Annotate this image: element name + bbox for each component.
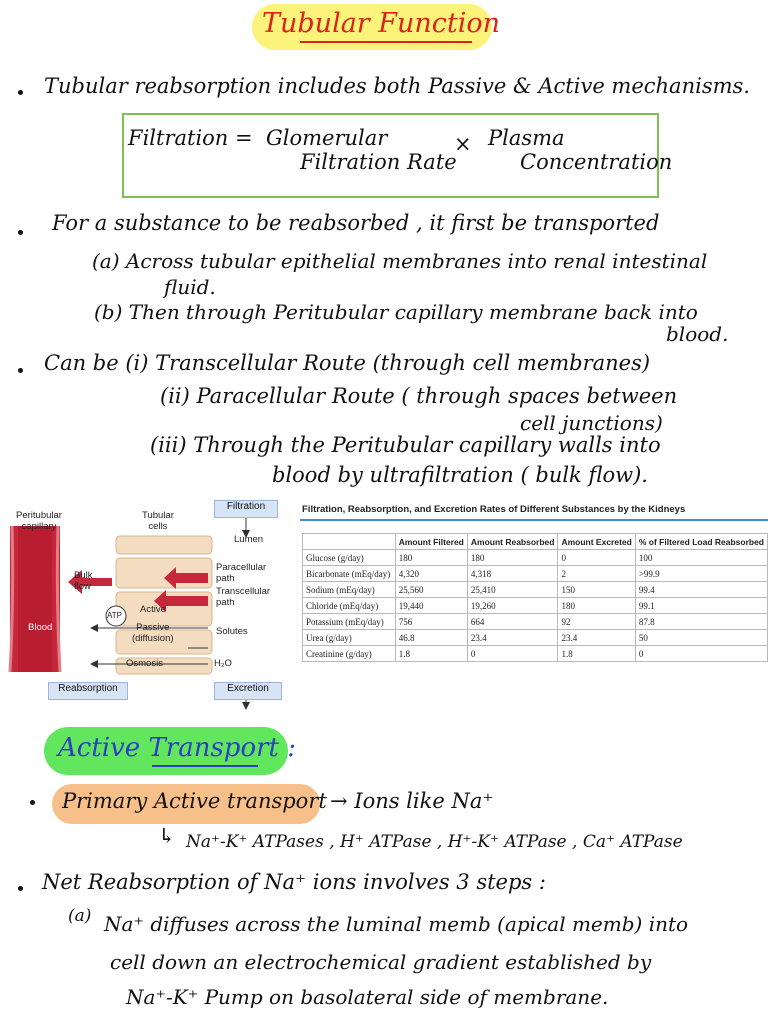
label-active: Active — [140, 604, 166, 615]
table-cell: 180 — [467, 550, 558, 566]
table-cell: 87.8 — [635, 614, 767, 630]
label-excretion: Excretion — [214, 682, 282, 700]
label-solutes: Solutes — [216, 626, 248, 637]
formula-pc-2: Concentration — [520, 150, 673, 174]
step-a-label: (a) — [68, 906, 92, 926]
label-tubular-cells: Tubular cells — [142, 510, 174, 532]
table-cell: 92 — [558, 614, 635, 630]
note-line-2a: (a) Across tubular epithelial membranes into renal intestinal — [92, 249, 708, 273]
note-line-3ii: (ii) Paracellular Route ( through spaces between — [160, 384, 678, 408]
table-cell: Urea (g/day) — [303, 630, 396, 646]
label-peritubular: Peritubular capillary — [16, 510, 62, 532]
table-cell: 0 — [467, 646, 558, 662]
table-cell: Creatinine (g/day) — [303, 646, 396, 662]
page-title: Tubular Function — [262, 8, 501, 39]
table-cell: 100 — [635, 550, 767, 566]
title-underline — [300, 41, 472, 43]
formula-pc-1: Plasma — [488, 126, 565, 150]
table-cell: 4,320 — [395, 566, 467, 582]
table-cell: 756 — [395, 614, 467, 630]
label-h2o: H₂O — [214, 658, 232, 669]
reabsorption-diagram — [8, 498, 288, 710]
table-cell: 46.8 — [395, 630, 467, 646]
table-cell: 664 — [467, 614, 558, 630]
formula-gfr-1: Glomerular — [266, 126, 388, 150]
active-transport-underline — [152, 765, 258, 767]
note-line-2: For a substance to be reabsorbed , it first be transported — [52, 211, 660, 235]
label-transcellular: Transcellular path — [216, 586, 271, 608]
formula-lhs: Filtration = — [128, 126, 253, 150]
table-cell: 2 — [558, 566, 635, 582]
step-a-line-3: Na⁺-K⁺ Pump on basolateral side of membrane. — [126, 985, 609, 1009]
bullet — [30, 800, 35, 805]
table-cell: Bicarbonate (mEq/day) — [303, 566, 396, 582]
bullet — [18, 886, 23, 891]
table-cell: Potassium (mEq/day) — [303, 614, 396, 630]
table-title: Filtration, Reabsorption, and Excretion Rates of Different Substances by the Kidneys — [302, 504, 686, 515]
note-line-2b-cont: blood. — [666, 322, 729, 346]
net-reabsorption-line: Net Reabsorption of Na⁺ ions involves 3 steps : — [42, 870, 546, 894]
table-cell: >99.9 — [635, 566, 767, 582]
table-cell: 180 — [395, 550, 467, 566]
label-osmosis: Osmosis — [126, 658, 163, 669]
note-line-2a-cont: fluid. — [164, 275, 216, 299]
table-cell: 4,318 — [467, 566, 558, 582]
table-cell: 0 — [635, 646, 767, 662]
table-row — [303, 598, 768, 614]
label-bulk-flow: Bulk flow — [74, 570, 93, 592]
table-cell: 1.8 — [395, 646, 467, 662]
label-reabsorption: Reabsorption — [48, 682, 128, 700]
table-cell: 25,560 — [395, 582, 467, 598]
table-cell: 25,410 — [467, 582, 558, 598]
table-cell: Sodium (mEq/day) — [303, 582, 396, 598]
label-lumen: Lumen — [234, 534, 264, 545]
label-filtration: Filtration — [214, 500, 278, 518]
table-header: Amount Filtered — [395, 534, 467, 550]
ions-text: → Ions like Na⁺ — [330, 789, 494, 813]
table-cell: 99.4 — [635, 582, 767, 598]
table-header — [303, 534, 396, 550]
label-passive: Passive (diffusion) — [132, 622, 174, 644]
primary-active-label: Primary Active transport — [62, 789, 327, 813]
note-line-1: Tubular reabsorption includes both Passive & Active mechanisms. — [44, 74, 750, 98]
table-header-row — [303, 534, 768, 550]
hook-arrow: ↳ — [158, 824, 176, 848]
table-cell: 23.4 — [558, 630, 635, 646]
table-row — [303, 614, 768, 630]
formula-gfr-2: Filtration Rate — [300, 150, 457, 174]
table-cell: Chloride (mEq/day) — [303, 598, 396, 614]
table-cell: 23.4 — [467, 630, 558, 646]
table-row — [303, 550, 768, 566]
label-paracellular: Paracellular path — [216, 562, 267, 584]
table-cell: 0 — [558, 550, 635, 566]
note-line-2b: (b) Then through Peritubular capillary membrane back into — [94, 300, 698, 324]
table-cell: 50 — [635, 630, 767, 646]
active-transport-heading: Active Transport : — [58, 733, 296, 763]
table-cell: 150 — [558, 582, 635, 598]
table-cell: 19,440 — [395, 598, 467, 614]
table-header: Amount Excreted — [558, 534, 635, 550]
bullet — [18, 90, 23, 95]
table-cell: 19,260 — [467, 598, 558, 614]
table-row — [303, 582, 768, 598]
table-row — [303, 566, 768, 582]
table-cell: 180 — [558, 598, 635, 614]
step-a-line-2: cell down an electrochemical gradient established by — [110, 950, 652, 974]
table-title-rule — [300, 519, 768, 521]
capillary-lumen — [18, 526, 52, 672]
pumps-list: Na⁺-K⁺ ATPases , H⁺ ATPase , H⁺-K⁺ ATPase , Ca⁺ ATPase — [186, 832, 683, 852]
table-header: % of Filtered Load Reabsorbed — [635, 534, 767, 550]
formula-times: × — [454, 132, 472, 156]
rates-table — [302, 533, 768, 662]
note-line-3: Can be (i) Transcellular Route (through cell membranes) — [44, 351, 651, 375]
bullet — [18, 230, 23, 235]
table-cell: 1.8 — [558, 646, 635, 662]
table-cell: Glucose (g/day) — [303, 550, 396, 566]
note-line-3iii-cont: blood by ultrafiltration ( bulk flow). — [272, 463, 648, 487]
note-line-3iii: (iii) Through the Peritubular capillary walls into — [150, 433, 661, 457]
label-blood: Blood — [28, 622, 53, 633]
table-header: Amount Reabsorbed — [467, 534, 558, 550]
step-a-line-1: Na⁺ diffuses across the luminal memb (apical memb) into — [104, 912, 689, 936]
bullet — [18, 368, 23, 373]
note-line-3ii-cont: cell junctions) — [520, 411, 663, 435]
table-row — [303, 646, 768, 662]
table-row — [303, 630, 768, 646]
table-cell: 99.1 — [635, 598, 767, 614]
label-atp: ATP — [107, 611, 122, 620]
